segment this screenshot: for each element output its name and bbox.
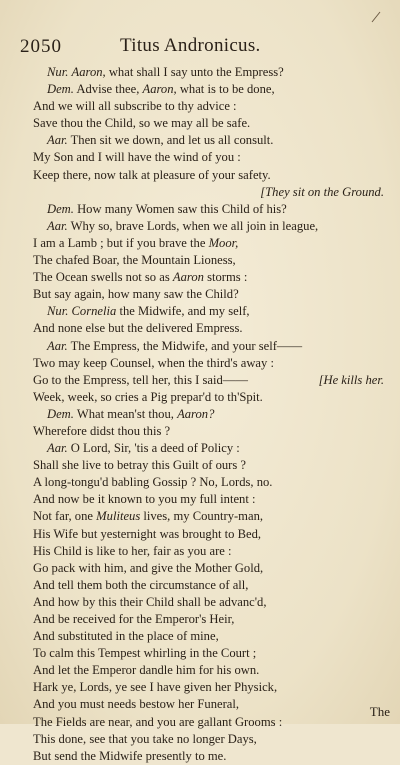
verse-line bbox=[33, 662, 388, 679]
speech-line bbox=[33, 132, 388, 149]
speech-line bbox=[33, 218, 388, 235]
verse-line bbox=[33, 389, 388, 406]
verse-text: Two may keep Counsel, when the third's away : bbox=[33, 355, 274, 370]
speaker-prefix: Aar. bbox=[47, 338, 68, 353]
verse-text: Keep there, now talk at pleasure of your safety. bbox=[33, 167, 271, 182]
verse-text: O Lord, Sir, 'tis a deed of Policy : bbox=[67, 441, 240, 456]
verse-text: The Fields are near, and you are gallant Grooms : bbox=[33, 714, 283, 729]
corner-pen-mark bbox=[370, 10, 382, 24]
verse-line bbox=[33, 269, 388, 286]
verse-text: Then sit we down, and let us all consult. bbox=[67, 133, 274, 148]
speaker-prefix: Nur. bbox=[47, 304, 69, 319]
verse-text: Go to the Empress, tell her, this I said—— bbox=[33, 372, 248, 387]
verse-text: What mean'st thou, bbox=[73, 406, 178, 421]
verse-text: My Son and I will have the wind of you : bbox=[33, 150, 241, 165]
verse-line bbox=[33, 491, 388, 508]
verse-text: And we will all subscribe to thy advice : bbox=[33, 99, 237, 114]
speaker-prefix: Nur. bbox=[47, 65, 69, 79]
verse-line bbox=[33, 355, 388, 372]
verse-text: Not far, one bbox=[33, 509, 97, 524]
verse-text: And now be it known to you my full intent : bbox=[33, 492, 256, 507]
speaker-prefix: Aar. bbox=[47, 218, 68, 233]
speech-line bbox=[33, 440, 388, 457]
verse-line bbox=[33, 748, 388, 765]
verse-text: How many Women saw this Child of his? bbox=[73, 201, 287, 216]
verse-line bbox=[33, 474, 388, 491]
verse-line bbox=[33, 286, 388, 303]
verse-line bbox=[33, 252, 388, 269]
speech-line bbox=[33, 64, 388, 81]
verse-text: And you must needs bestow her Funeral, bbox=[33, 697, 240, 712]
verse-line bbox=[33, 235, 388, 252]
speech-line bbox=[33, 338, 388, 355]
verse-text: The chafed Boar, the Mountain Lioness, bbox=[33, 253, 236, 268]
speaker-prefix: Dem. bbox=[47, 82, 74, 97]
verse-text: And substituted in the place of mine, bbox=[33, 629, 219, 644]
speaker-prefix: Dem. bbox=[47, 201, 74, 216]
verse-line bbox=[33, 611, 388, 628]
verse-text: what is to be done, bbox=[176, 82, 275, 97]
verse-text: And let the Emperor dandle him for his own. bbox=[33, 663, 260, 678]
verse-text: The Ocean swells not so as bbox=[33, 270, 173, 285]
speech-line bbox=[33, 303, 388, 320]
speaker-prefix: Aar. bbox=[47, 133, 68, 148]
speaker-prefix: Aar. bbox=[47, 441, 68, 456]
catchword: The bbox=[369, 704, 390, 719]
italic-name: Cornelia bbox=[71, 304, 117, 319]
italic-name: Aaron? bbox=[177, 406, 215, 421]
verse-line bbox=[33, 628, 388, 645]
verse-text: To calm this Tempest whirling in the Court ; bbox=[33, 646, 257, 661]
verse-line bbox=[33, 543, 388, 560]
verse-line bbox=[33, 423, 388, 440]
play-text bbox=[33, 64, 388, 765]
verse-text: Hark ye, Lords, ye see I have given her Physick, bbox=[33, 680, 278, 695]
italic-name: Aaron, bbox=[71, 65, 106, 79]
page-header bbox=[20, 36, 360, 60]
verse-text: This done, see that you take no longer Days, bbox=[33, 731, 257, 746]
stage-direction: [He kills her. bbox=[318, 372, 384, 387]
italic-name: Aaron bbox=[172, 270, 204, 285]
verse-line bbox=[33, 167, 388, 184]
speech-line bbox=[33, 81, 388, 98]
verse-text: lives, my Country-man, bbox=[140, 509, 264, 524]
verse-text: Week, week, so cries a Pig prepar'd to th'Spit. bbox=[33, 389, 263, 404]
verse-line bbox=[33, 115, 388, 132]
verse-text: His Child is like to her, fair as you are : bbox=[33, 543, 232, 558]
speech-line bbox=[33, 201, 388, 218]
verse-text: But say again, how many saw the Child? bbox=[33, 287, 239, 302]
verse-line bbox=[33, 320, 388, 337]
stage-direction-line bbox=[33, 184, 388, 201]
verse-line bbox=[33, 731, 388, 748]
verse-line bbox=[33, 372, 388, 389]
verse-text: And none else but the delivered Empress. bbox=[33, 321, 243, 336]
verse-text: Why so, brave Lords, when we all join in league, bbox=[67, 218, 319, 233]
verse-line bbox=[33, 679, 388, 696]
verse-text: what shall I say unto the Empress? bbox=[105, 65, 284, 79]
verse-text: And how by this their Child shall be advanc'd, bbox=[33, 594, 267, 609]
verse-line bbox=[33, 645, 388, 662]
verse-line bbox=[33, 457, 388, 474]
verse-line bbox=[33, 526, 388, 543]
italic-name: Moor, bbox=[208, 235, 239, 250]
verse-text: And be received for the Emperor's Heir, bbox=[33, 612, 235, 626]
verse-line bbox=[33, 149, 388, 166]
speaker-prefix: Dem. bbox=[47, 406, 74, 421]
verse-text: His Wife but yesternight was brought to Bed, bbox=[33, 526, 262, 541]
verse-line bbox=[33, 714, 388, 731]
verse-text: And tell them both the circumstance of all, bbox=[33, 577, 249, 592]
verse-text: Advise thee, bbox=[73, 82, 143, 97]
italic-name: Muliteus bbox=[96, 509, 141, 524]
verse-text: Wherefore didst thou this ? bbox=[33, 423, 171, 438]
speech-line bbox=[33, 406, 388, 423]
verse-text: The Empress, the Midwife, and your self—— bbox=[67, 338, 303, 353]
verse-line bbox=[33, 98, 388, 115]
verse-text: the Midwife, and my self, bbox=[116, 304, 250, 319]
running-title: Titus Andronicus. bbox=[120, 35, 261, 56]
verse-text: Save thou the Child, so we may all be safe. bbox=[33, 116, 251, 131]
italic-name: Aaron, bbox=[142, 82, 177, 97]
verse-line bbox=[33, 508, 388, 525]
verse-text: But send the Midwife presently to me. bbox=[33, 748, 227, 763]
page-number: 2050 bbox=[20, 36, 62, 57]
verse-text: A long-tongu'd babling Gossip ? No, Lords, no. bbox=[33, 475, 273, 490]
verse-text: Shall she live to betray this Guilt of ours ? bbox=[33, 458, 247, 473]
verse-text: storms : bbox=[203, 270, 248, 285]
verse-line bbox=[33, 594, 388, 611]
verse-text: I am a Lamb ; but if you brave the bbox=[33, 235, 209, 250]
verse-line bbox=[33, 696, 388, 713]
verse-text: Go pack with him, and give the Mother Gold, bbox=[33, 560, 264, 575]
verse-line bbox=[33, 560, 388, 577]
stage-direction: [They sit on the Ground. bbox=[260, 184, 384, 199]
verse-line bbox=[33, 577, 388, 594]
